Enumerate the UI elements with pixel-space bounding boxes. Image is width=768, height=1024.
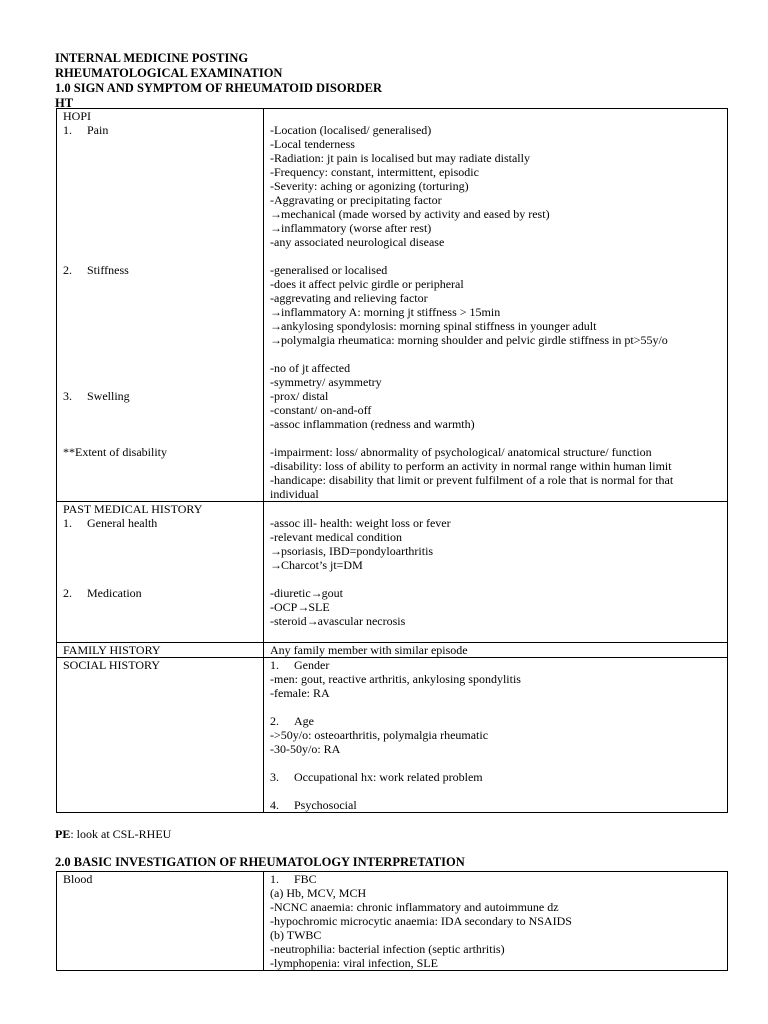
extent-line: -impairment: loss/ abnormality of psychological/ anatomical structure/ function <box>270 445 652 459</box>
pain-line: -Severity: aching or agonizing (torturing) <box>270 179 469 193</box>
blood-line: -hypochromic microcytic anaemia: IDA secondary to NSAIDS <box>270 914 572 928</box>
extent-line: individual <box>270 487 319 501</box>
general-health-label: 1. General health <box>63 516 158 530</box>
pain-line: -Aggravating or precipitating factor <box>270 193 442 207</box>
swelling-line: -prox/ distal <box>270 389 329 403</box>
swelling-line: -assoc inflammation (redness and warmth) <box>270 417 475 431</box>
gender-heading: 1. Gender <box>270 658 330 672</box>
header-line-3: 1.0 SIGN AND SYMPTOM OF RHEUMATOID DISORDER <box>55 81 382 95</box>
general-line: →psoriasis, IBD=pondyloarthritis <box>270 544 434 558</box>
right-arrow-icon: → <box>270 319 282 333</box>
history-table <box>56 108 728 813</box>
header-line-2: RHEUMATOLOGICAL EXAMINATION <box>55 66 283 80</box>
general-line: -assoc ill- health: weight loss or fever <box>270 516 451 530</box>
table-row <box>57 872 728 971</box>
right-arrow-icon: → <box>297 600 310 614</box>
swelling-line: -constant/ on-and-off <box>270 403 372 417</box>
extent-label: **Extent of disability <box>63 445 167 459</box>
stiffness-line: -generalised or localised <box>270 263 388 277</box>
extent-line: -handicape: disability that limit or prevent fulfilment of a role that is normal for that <box>270 473 674 487</box>
right-arrow-icon: → <box>270 207 282 221</box>
medication-line: -OCP→SLE <box>270 600 330 614</box>
header-line-1: INTERNAL MEDICINE POSTING <box>55 51 249 65</box>
hopi-title: HOPI <box>63 109 92 123</box>
medication-label: 2. Medication <box>63 586 142 600</box>
pain-line: -Location (localised/ generalised) <box>270 123 432 137</box>
swelling-label: 3. Swelling <box>63 389 130 403</box>
blood-line: -neutrophilia: bacterial infection (septic arthritis) <box>270 942 505 956</box>
general-line: -relevant medical condition <box>270 530 402 544</box>
table-row <box>57 658 728 813</box>
right-arrow-icon: → <box>306 614 319 628</box>
family-right-cell <box>264 643 728 658</box>
right-arrow-icon: → <box>270 305 282 319</box>
stiffness-line: -does it affect pelvic girdle or peripheral <box>270 277 464 291</box>
blood-right-cell <box>264 872 728 971</box>
pain-line: -any associated neurological disease <box>270 235 445 249</box>
blood-left-cell <box>57 872 264 971</box>
blood-label: Blood <box>63 872 93 886</box>
pmh-left-cell <box>57 502 264 643</box>
investigation-table <box>56 871 728 971</box>
stiffness-line: →ankylosing spondylosis: morning spinal stiffness in younger adult <box>270 319 597 333</box>
blood-line: -NCNC anaemia: chronic inflammatory and autoimmune dz <box>270 900 559 914</box>
stiffness-label: 2. Stiffness <box>63 263 129 277</box>
right-arrow-icon: → <box>270 221 282 235</box>
medication-line: -diuretic→gout <box>270 586 343 600</box>
hopi-left-cell <box>57 109 264 502</box>
table-row <box>57 643 728 658</box>
section-2-title: 2.0 BASIC INVESTIGATION OF RHEUMATOLOGY INTERPRETATION <box>55 855 465 869</box>
social-right-cell <box>264 658 728 813</box>
header-line-4: HT <box>55 96 74 110</box>
gender-line: -female: RA <box>270 686 330 700</box>
table-row <box>57 502 728 643</box>
right-arrow-icon: → <box>270 333 282 347</box>
age-line: ->50y/o: osteoarthritis, polymalgia rheumatic <box>270 728 489 742</box>
age-heading: 2. Age <box>270 714 314 728</box>
document-header <box>55 51 382 111</box>
pain-line: →mechanical (made worsed by activity and eased by rest) <box>270 207 550 221</box>
occupational-heading: 3. Occupational hx: work related problem <box>270 770 483 784</box>
pmh-right-cell <box>264 502 728 643</box>
family-left-cell <box>57 643 264 658</box>
hopi-right-cell <box>264 109 728 502</box>
gender-line: -men: gout, reactive arthritis, ankylosing spondylitis <box>270 672 521 686</box>
right-arrow-icon: → <box>270 544 282 558</box>
pe-note: PE: look at CSL-RHEU <box>55 827 172 841</box>
pain-line: -Frequency: constant, intermittent, episodic <box>270 165 479 179</box>
blood-line: (b) TWBC <box>270 928 322 942</box>
age-line: -30-50y/o: RA <box>270 742 341 756</box>
fbc-heading: 1. FBC <box>270 872 317 886</box>
social-title: SOCIAL HISTORY <box>63 658 161 672</box>
general-line: →Charcot’s jt=DM <box>270 558 363 572</box>
right-arrow-icon: → <box>310 586 323 600</box>
pmh-title: PAST MEDICAL HISTORY <box>63 502 203 516</box>
pain-line: -Local tenderness <box>270 137 355 151</box>
family-text: Any family member with similar episode <box>270 643 468 657</box>
swelling-line: -symmetry/ asymmetry <box>270 375 382 389</box>
pain-line: -Radiation: jt pain is localised but may radiate distally <box>270 151 530 165</box>
stiffness-line: →inflammatory A: morning jt stiffness > 15min <box>270 305 501 319</box>
blood-line: (a) Hb, MCV, MCH <box>270 886 367 900</box>
table-row <box>57 109 728 502</box>
pain-line: →inflammatory (worse after rest) <box>270 221 432 235</box>
right-arrow-icon: → <box>270 558 282 572</box>
blood-line: -lymphopenia: viral infection, SLE <box>270 956 438 970</box>
social-left-cell <box>57 658 264 813</box>
stiffness-line: →polymalgia rheumatica: morning shoulder and pelvic girdle stiffness in pt>55y/o <box>270 333 668 347</box>
medication-line: -steroid→avascular necrosis <box>270 614 406 628</box>
family-title: FAMILY HISTORY <box>63 643 161 657</box>
extent-line: -disability: loss of ability to perform an activity in normal range within human limit <box>270 459 672 473</box>
swelling-line: -no of jt affected <box>270 361 351 375</box>
stiffness-line: -aggrevating and relieving factor <box>270 291 428 305</box>
pain-label: 1. Pain <box>63 123 109 137</box>
psychosocial-heading: 4. Psychosocial <box>270 798 357 812</box>
